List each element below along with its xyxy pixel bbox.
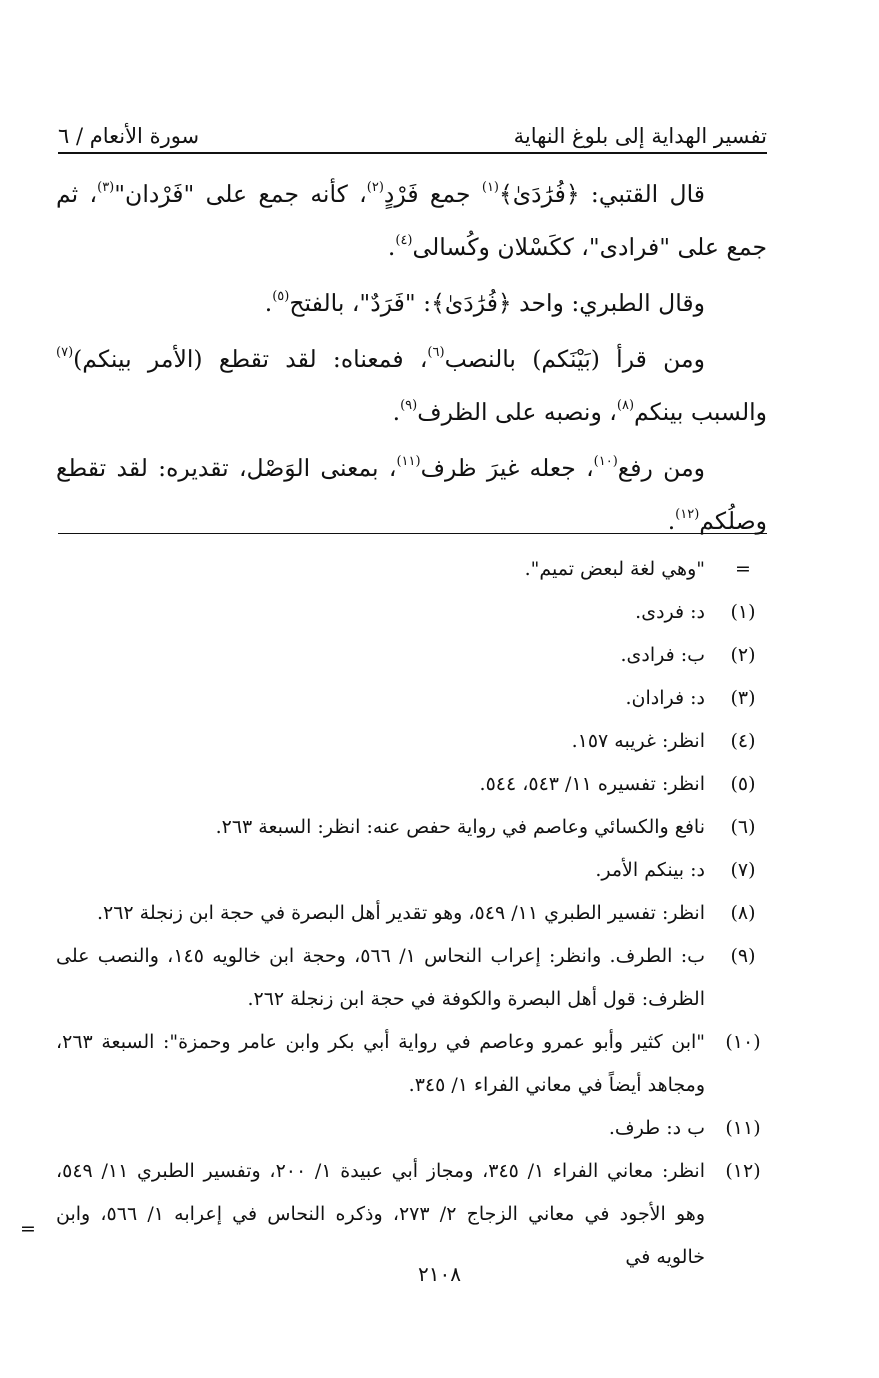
footnote-number: (٦): [730, 816, 756, 838]
footnote-text: نافع والكسائي وعاصم في رواية حفص عنه: انظر: السبعة ٢٦٣.: [215, 816, 705, 838]
footnote-text: د: فرادان.: [625, 687, 705, 709]
footnote-item: [56, 892, 767, 935]
footnote-text: انظر: غريبه ١٥٧.: [571, 730, 705, 752]
footnote-continuation: [56, 548, 767, 591]
footnote-number: (٢): [730, 644, 756, 666]
footnote-item: [56, 677, 767, 720]
footnote-item: [56, 720, 767, 763]
continuation-marker: =: [735, 558, 751, 580]
footnote-ref[interactable]: (٥): [272, 289, 290, 304]
footnote-number: (٧): [730, 859, 756, 881]
footnote-item: [56, 1150, 767, 1279]
footnote-item: [56, 806, 767, 849]
footnote-text: د: بينكم الأمر.: [595, 859, 705, 881]
footnote-ref[interactable]: (١٠): [593, 454, 618, 469]
footnote-number: (١٢): [725, 1160, 761, 1182]
footnote-text: د: فردى.: [635, 601, 705, 623]
footnote-text: ب د: طرف.: [608, 1117, 705, 1139]
footnote-text: انظر: تفسيره ١١/ ٥٤٣، ٥٤٤.: [479, 773, 705, 795]
footnote-item: [56, 935, 767, 1021]
paragraph-3: ومن قرأ (بَيْنَكم) بالنصب$^{(٦)}$، فمعناه: لقد تقطع (الأمر بينكم)$^{(٧)}$ والسبب بينكم$^{(٨)}$، ونصبه على الظرف$^{(٩)}$.: [56, 345, 767, 426]
footnote-ref[interactable]: (٩): [400, 398, 418, 413]
footnote-ref[interactable]: (٣): [97, 180, 115, 195]
footnote-number: (٥): [730, 773, 756, 795]
footnote-ref[interactable]: (١١): [396, 454, 421, 469]
footnote-item: [56, 849, 767, 892]
footnote-number: (٤): [730, 730, 756, 752]
footnote-text: انظر: معاني الفراء ١/ ٣٤٥، ومجاز أبي عبيدة ١/ ٢٠٠، وتفسير الطبري ١١/ ٥٤٩، وهو الأجود في معاني الزجاج ٢/ ٢٧٣، وذكره النحاس في إعرابه ١/ ٥٦٦، وابن خالويه في: [56, 1160, 706, 1268]
footnote-text: ب: فرادى.: [620, 644, 705, 666]
footnote-text: "وهي لغة لبعض تميم".: [524, 558, 705, 580]
footnote-ref[interactable]: (٦): [427, 345, 445, 360]
footnote-number: (٣): [730, 687, 756, 709]
continues-marker: =: [20, 1218, 36, 1240]
surah-title: سورة الأنعام / ٦: [58, 124, 200, 148]
footnote-item: [56, 634, 767, 677]
book-title: تفسير الهداية إلى بلوغ النهاية: [513, 124, 767, 148]
footnote-text: انظر: تفسير الطبري ١١/ ٥٤٩، وهو تقدير أهل البصرة في حجة ابن زنجلة ٢٦٢.: [96, 902, 705, 924]
footnote-ref[interactable]: (٤): [395, 233, 413, 248]
footnote-ref[interactable]: (١٢): [675, 507, 700, 522]
footnote-number: (١): [730, 601, 756, 623]
paragraph-4: ومن رفع$^{(١٠)}$، جعله غيرَ ظرف$^{(١١)}$، بمعنى الوَصْل، تقديره: لقد تقطع وصلُكم$^{(١٢)}$.: [56, 454, 767, 535]
footnote-item: [56, 1021, 767, 1107]
footnote-separator: [58, 533, 767, 534]
page-number: ٢١٠٨: [418, 1262, 461, 1286]
footnote-ref[interactable]: (١): [481, 180, 499, 195]
footnote-text: "ابن كثير وأبو عمرو وعاصم في رواية أبي بكر وابن عامر وحمزة": السبعة ٢٦٣، ومجاهد أيضاً في معاني الفراء ١/ ٣٤٥.: [56, 1031, 705, 1096]
paragraph-1: قال القتبي: ﴿فُرَٰدَىٰ﴾$^{(١)}$ جمع فَرْدٍ$^{(٢)}$، كأنه جمع على "فَرْدان"$^{(٣)}$، ثم جمع على "فرادى"، ككَسْلان وكُسالى$^{(٤)}$.: [56, 180, 767, 261]
footnote-ref[interactable]: (٢): [366, 180, 384, 195]
footnote-text: ب: الطرف. وانظر: إعراب النحاس ١/ ٥٦٦، وحجة ابن خالويه ١٤٥، والنصب على الظرف: قول أهل البصرة والكوفة في حجة ابن زنجلة ٢٦٢.: [56, 945, 705, 1010]
footnote-number: (٩): [730, 945, 756, 967]
footnote-ref[interactable]: (٨): [616, 398, 635, 413]
footnote-number: (٨): [730, 902, 756, 924]
footnote-item: [56, 591, 767, 634]
footnote-item: [56, 1107, 767, 1150]
paragraph-2: وقال الطبري: واحد ﴿فُرَٰدَىٰ﴾: "فَرَدٌ"، بالفتح$^{(٥)}$.: [264, 289, 705, 317]
main-text: [56, 168, 767, 551]
footnote-ref[interactable]: (٧): [56, 345, 74, 360]
footnote-number: (١٠): [725, 1031, 761, 1053]
footnote-item: [56, 763, 767, 806]
running-header: [58, 108, 767, 154]
footnote-number: (١١): [725, 1117, 761, 1139]
footnotes: [56, 548, 767, 1279]
